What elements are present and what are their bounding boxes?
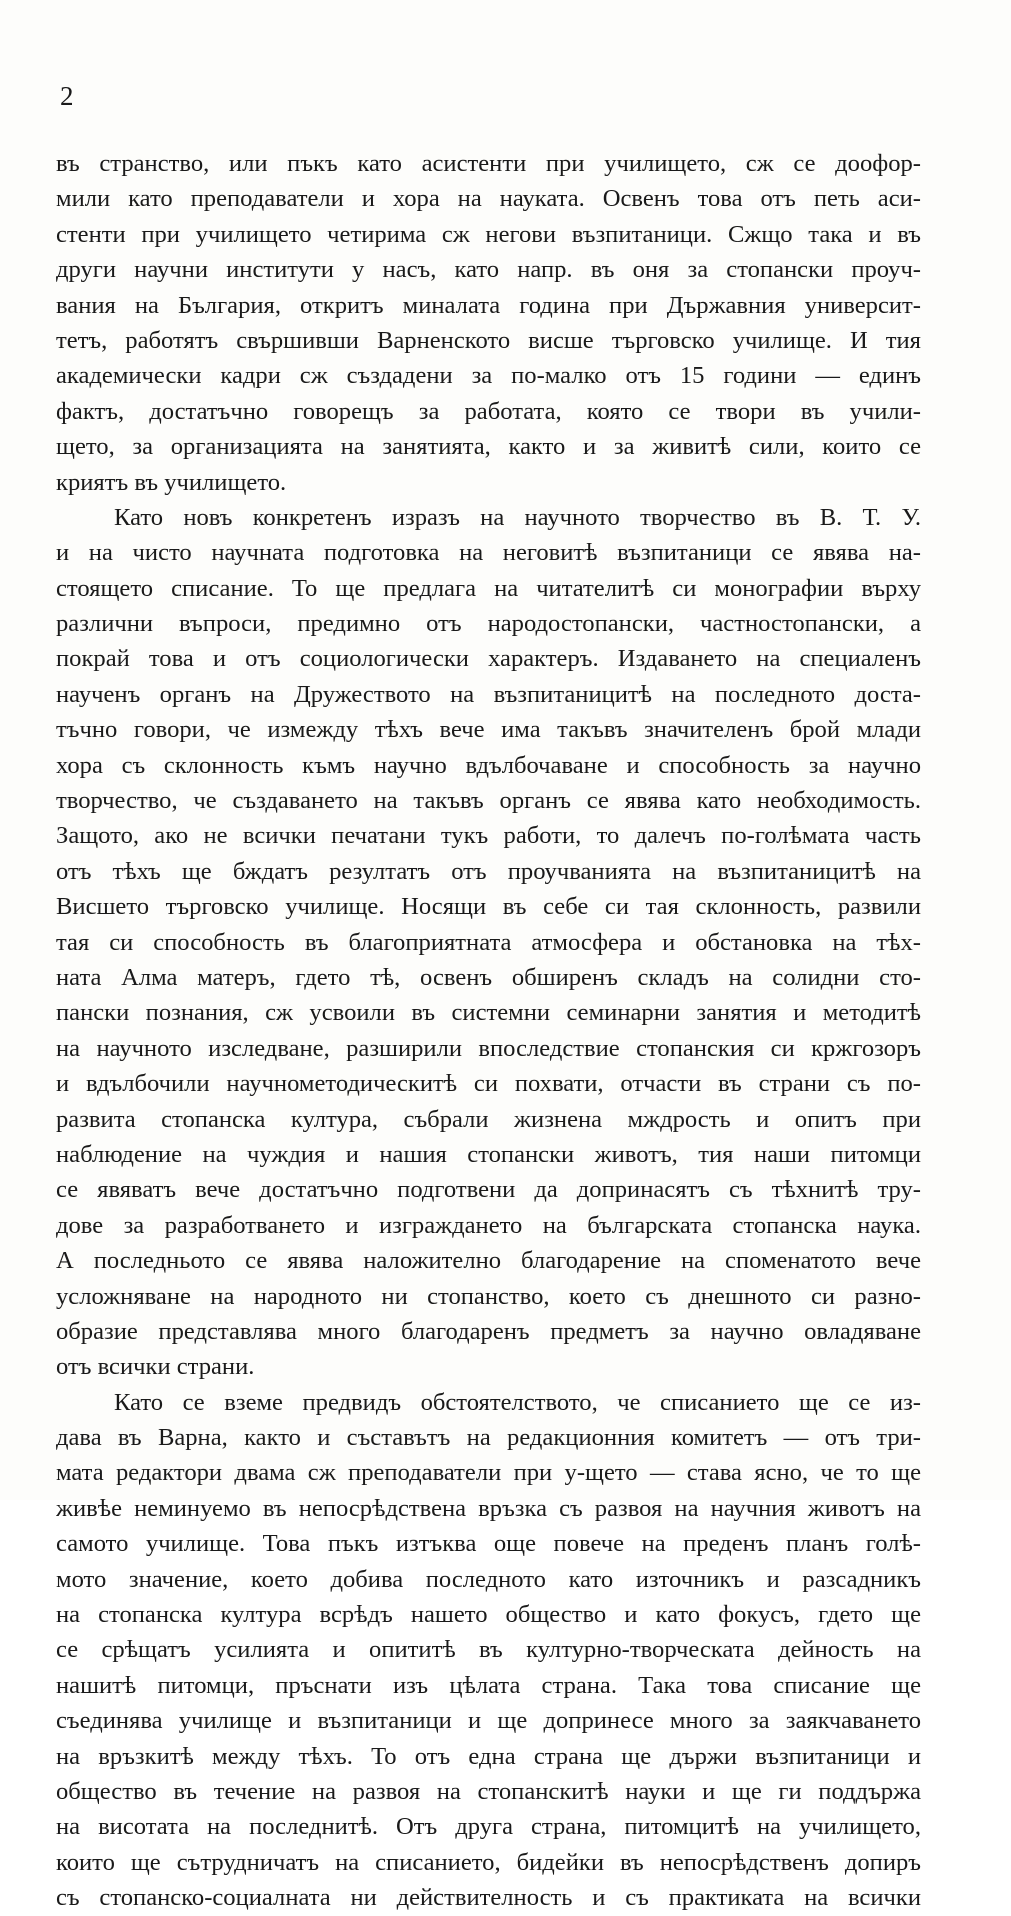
text-line: тая си способность въ благоприятната атмосфера и обстановка на тѣх- (56, 928, 921, 956)
text-line: криятъ въ училището. (56, 468, 287, 496)
text-line: фактъ, достатъчно говорещъ за работата, която се твори въ учили- (56, 397, 921, 425)
text-line: стенти при училището четирима сж негови възпитаници. Сжщо така и въ (56, 220, 921, 248)
text-line: стоящето списание. То ще предлага на читателитѣ си монографии върху (56, 574, 921, 602)
text-line: покрай това и отъ социологически характеръ. Издаването на специаленъ (56, 645, 921, 673)
text-line: които ще сътрудничатъ на списанието, бидейки въ непосрѣдственъ допиръ (56, 1848, 921, 1876)
text-line: академически кадри сж създадени за по-малко отъ 15 години — единъ (56, 362, 921, 390)
text-line: мили като преподаватели и хора на науката. Освенъ това отъ петь аси- (56, 185, 921, 213)
text-line: съединява училище и възпитаници и ще допринесе много за заякчаването (56, 1707, 921, 1735)
text-line: мото значение, което добива последното като източникъ и разсадникъ (56, 1565, 921, 1593)
text-line: на висотата на последнитѣ. Отъ друга страна, питомцитѣ на училището, (56, 1813, 921, 1841)
page-number: 2 (60, 81, 74, 111)
text-line: А последньото се явява наложително благодарение на споменатото вече (56, 1247, 921, 1275)
text-line: Като се вземе предвидъ обстоятелството, че списанието ще се из- (114, 1388, 921, 1416)
text-line: и вдълбочили научнометодическитѣ си похвати, отчасти въ страни съ по- (56, 1070, 921, 1098)
text-line: общество въ течение на развоя на стопанскитѣ науки и ще ги поддържа (56, 1777, 921, 1805)
text-line: наученъ органъ на Дружеството на възпитаницитѣ на последното доста- (56, 680, 921, 708)
text-line: на стопанска култура всрѣдъ нашето общество и като фокусъ, гдето ще (56, 1601, 921, 1629)
text-line: различни въпроси, предимно отъ народостопански, частностопански, а (56, 610, 921, 638)
text-line: самото училище. Това пъкъ изтъква още повече на преденъ планъ голѣ- (56, 1530, 921, 1558)
text-line: въ странство, или пъкъ като асистенти при училището, сж се доофор- (56, 150, 921, 177)
text-line: дава въ Варна, както и съставътъ на редакционния комитетъ — отъ три- (56, 1424, 921, 1452)
text-line: нашитѣ питомци, пръснати изъ цѣлата страна. Така това списание ще (56, 1671, 921, 1699)
text-line: на научното изследване, разширили впоследствие стопанския си кржгозоръ (56, 1034, 921, 1062)
text-line: тетъ, работятъ свършивши Варненското висше търговско училище. И тия (56, 326, 921, 354)
text-line: Защото, ако не всички печатани тукъ работи, то далечъ по-голѣмата часть (56, 822, 921, 850)
text-line: други научни институти у насъ, като напр. въ оня за стопански проуч- (56, 256, 921, 284)
text-line: отъ всички страни. (56, 1353, 255, 1381)
text-line: съ стопанско-социалната ни действителность и съ практиката на всички (56, 1884, 921, 1912)
text-line: хора съ склонность къмъ научно вдълбочаване и способность за научно (56, 751, 921, 779)
text-line: мата редактори двама сж преподаватели при у-щето — става ясно, че то ще (56, 1459, 921, 1487)
body-text (56, 146, 921, 1916)
text-line: се срѣщатъ усилията и опититѣ въ културно-творческата дейность на (56, 1636, 921, 1664)
text-line: Висшето търговско училище. Носящи въ себе си тая склонность, развили (56, 893, 921, 921)
text-line: творчество, че създаването на такъвъ органъ се явява като необходимость. (56, 787, 921, 815)
text-line: развита стопанска култура, събрали жизнена мждрость и опитъ при (56, 1105, 921, 1133)
text-line: тъчно говори, че измежду тѣхъ вече има такъвъ значителенъ брой млади (56, 716, 921, 744)
text-line: се явяватъ вече достатъчно подготвени да допринасятъ съ тѣхнитѣ тру- (56, 1176, 921, 1204)
text-line: живѣе неминуемо въ непосрѣдствена връзка съ развоя на научния животъ на (56, 1494, 921, 1522)
text-line: щето, за организацията на занятията, както и за живитѣ сили, които се (56, 433, 921, 461)
text-line: дове за разработването и изграждането на българската стопанска наука. (56, 1211, 921, 1239)
text-line: пански познания, сж усвоили въ системни семинарни занятия и методитѣ (56, 999, 921, 1027)
text-line: Като новъ конкретенъ изразъ на научното творчество въ В. Т. У. (114, 503, 921, 531)
text-line: вания на България, откритъ миналата година при Държавния университ- (56, 291, 921, 319)
text-line: усложняване на народното ни стопанство, което съ днешното си разно- (56, 1282, 921, 1310)
text-line: отъ тѣхъ ще бждатъ резултатъ отъ проучванията на възпитаницитѣ на (56, 857, 921, 885)
text-line: наблюдение на чуждия и нашия стопански животъ, тия наши питомци (56, 1140, 921, 1168)
text-line: ната Алма матеръ, гдето тѣ, освенъ обширенъ складъ на солидни сто- (56, 963, 921, 991)
text-line: и на чисто научната подготовка на неговитѣ възпитаници се явява на- (56, 539, 921, 567)
text-line: на връзкитѣ между тѣхъ. То отъ една страна ще държи възпитаници и (56, 1742, 921, 1770)
text-line: образие представлява много благодаренъ предметъ за научно овладяване (56, 1317, 921, 1345)
